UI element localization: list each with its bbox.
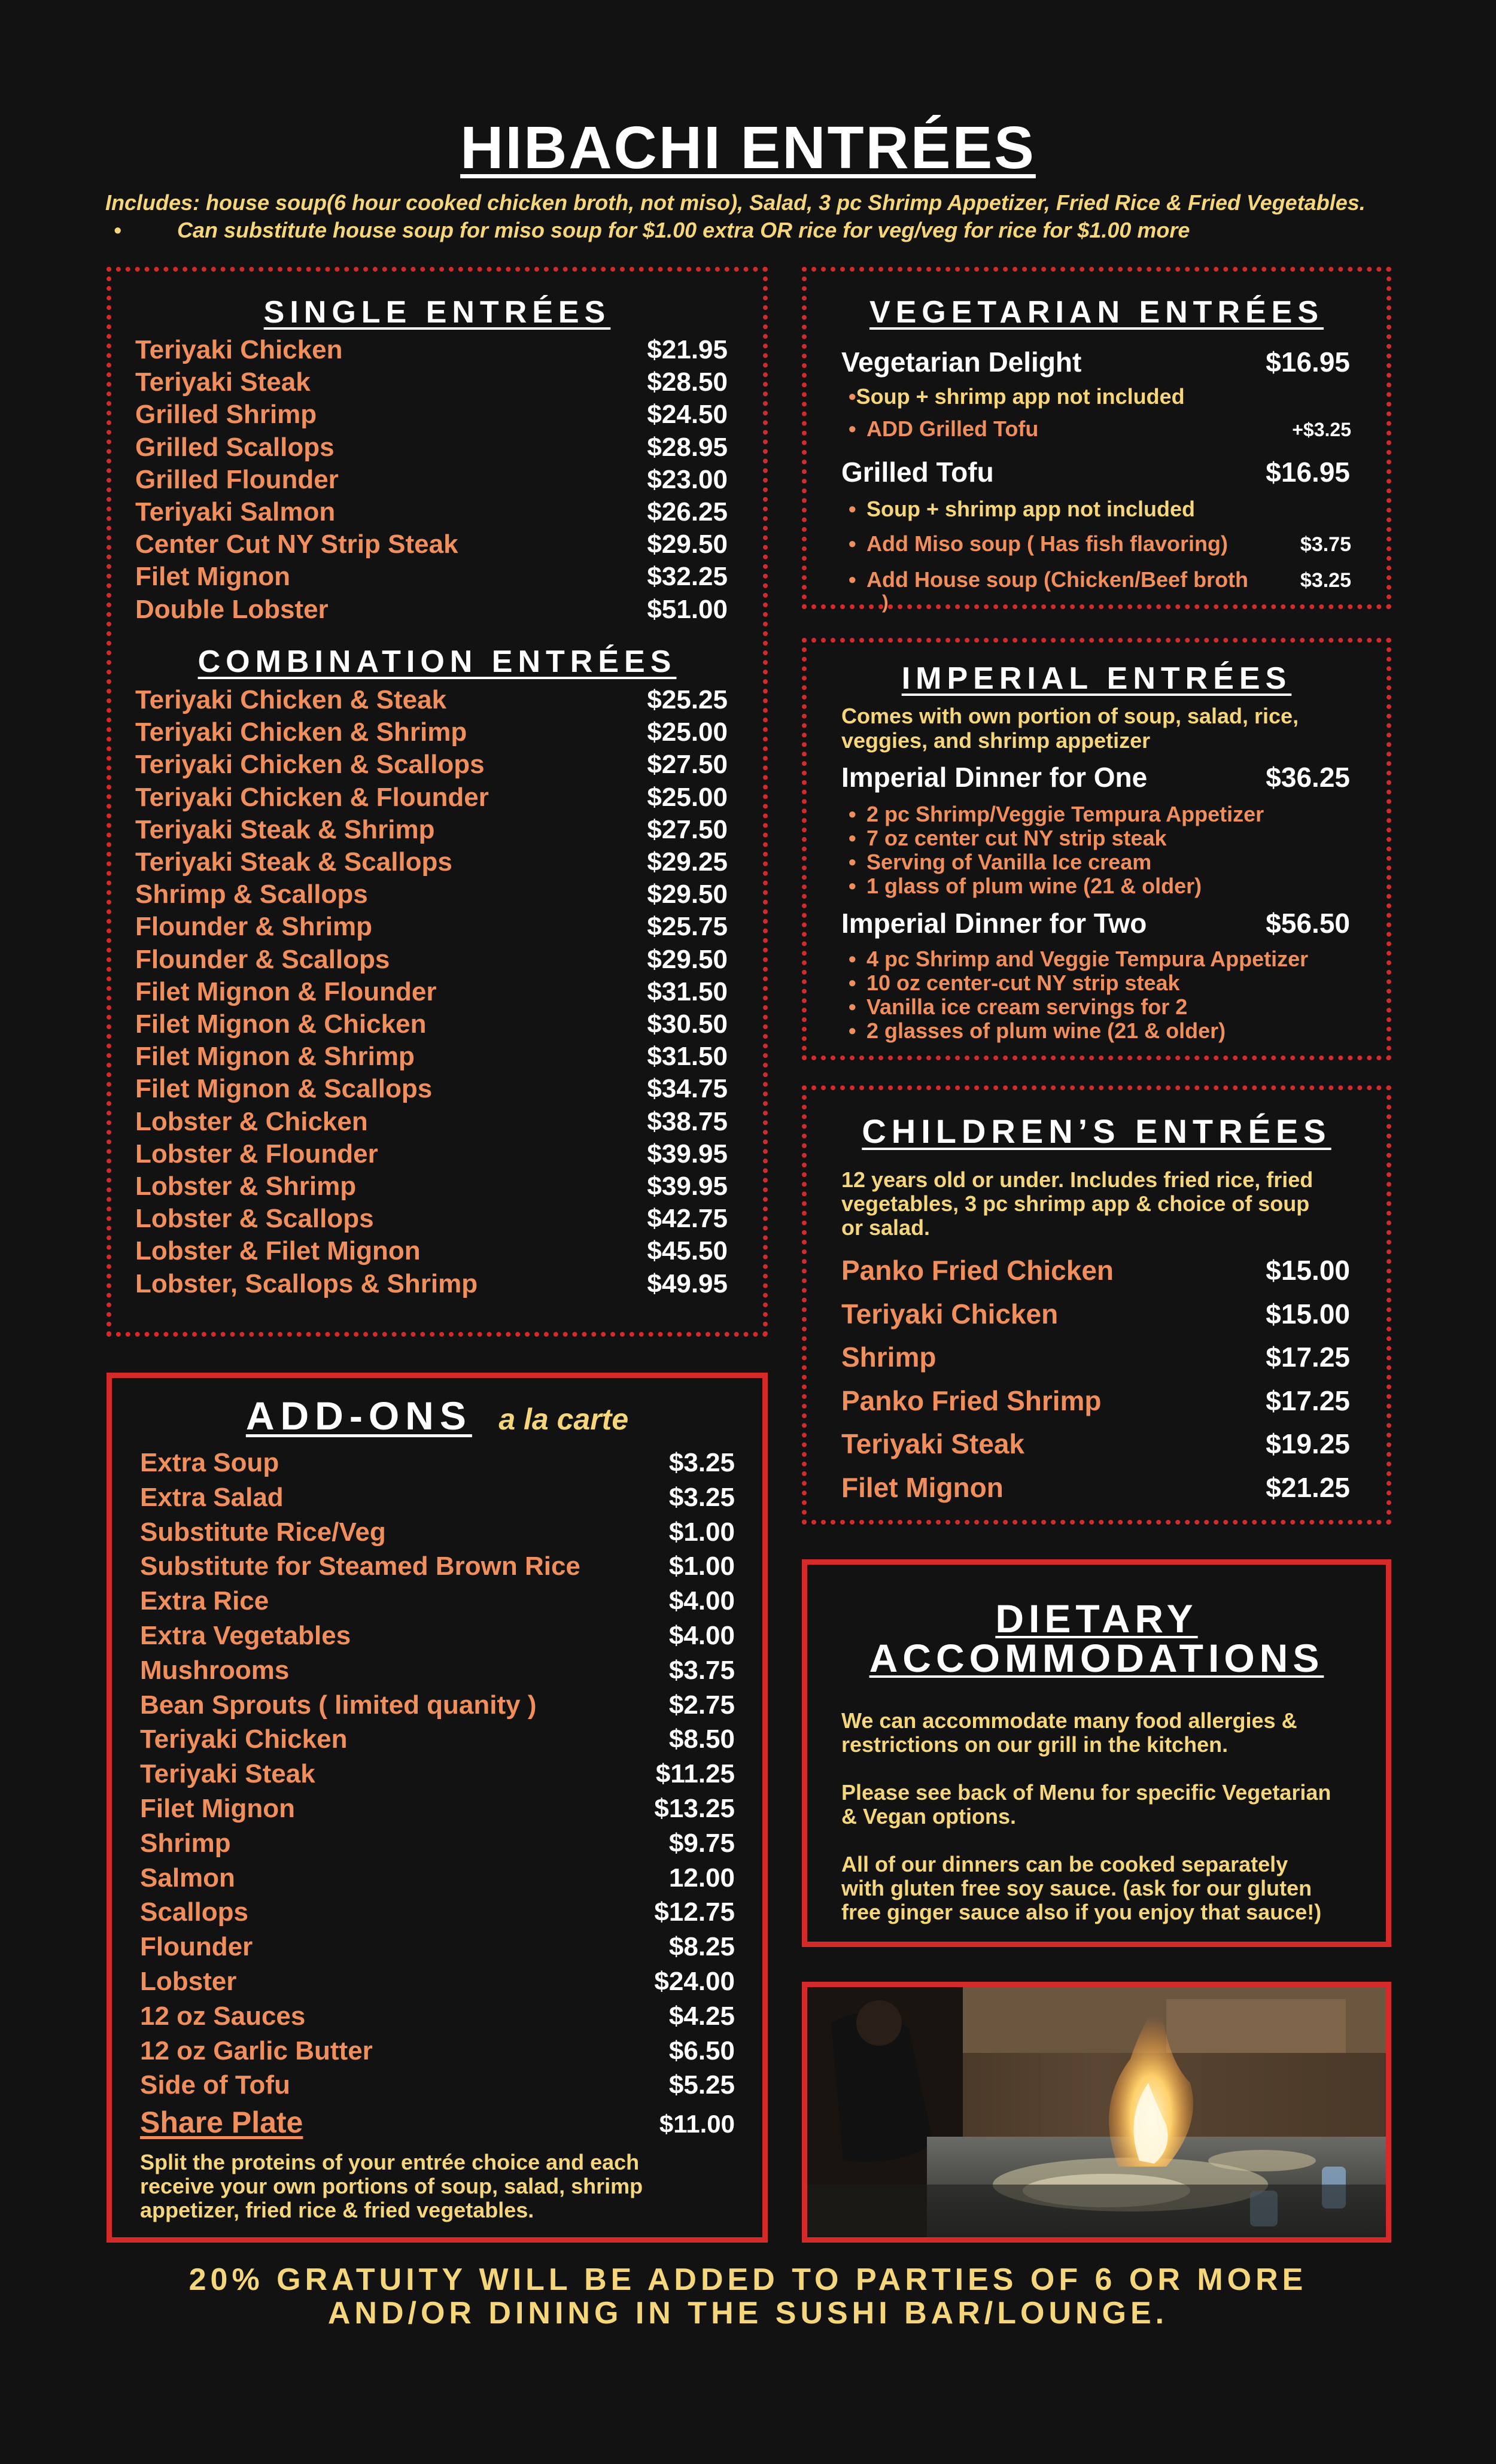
item-price: $21.95 [647,335,728,364]
note-text: Add House soup (Chicken/Beef broth [866,567,1249,592]
single-entrees-heading: SINGLE ENTRÉES [263,295,611,330]
item-name: Teriyaki Steak & Shrimp [135,814,435,844]
menu-item-row [135,685,728,715]
item-price: $4.25 [668,2001,735,2031]
item-name: Flounder & Scallops [135,944,390,974]
menu-item-row [140,1690,735,1720]
bullet: • [849,802,856,826]
item-name: Teriyaki Chicken [841,1298,1059,1330]
item-name: Teriyaki Chicken & Flounder [135,782,489,812]
menu-item-row [135,1269,728,1299]
menu-item-row [135,562,728,592]
bullet: • [849,971,856,995]
share-plate-label: Share Plate [140,2106,303,2139]
item-price: $6.50 [668,2036,735,2065]
menu-item-row [140,1932,735,1962]
item-name: Imperial Dinner for One [841,762,1148,793]
item-name: Lobster & Filet Mignon [135,1236,421,1266]
item-name: Lobster & Scallops [135,1204,374,1234]
page-title: HIBACHI ENTRÉES [460,114,1036,181]
tofu-note-wrap: ) [882,591,889,613]
menu-item-row [135,1042,728,1072]
item-price: $45.50 [647,1236,728,1266]
menu-item-row [135,750,728,780]
item-price: $31.50 [647,1042,728,1072]
item-name: Flounder & Shrimp [135,912,372,942]
item-name: Lobster & Chicken [135,1106,368,1136]
imperial-two-row [841,907,1350,939]
item-price: $1.00 [668,1517,735,1547]
menu-item-row [140,2070,735,2100]
menu-item-row [140,1656,735,1686]
menu-item-row [140,1483,735,1513]
item-name: Extra Rice [140,1586,269,1616]
item-name: Lobster, Scallops & Shrimp [135,1268,478,1298]
hibachi-grill-illustration [807,1987,1386,2237]
item-name: Extra Vegetables [140,1621,351,1650]
item-name: Teriyaki Chicken & Shrimp [135,717,467,747]
menu-item-row [135,1204,728,1234]
item-price: $26.25 [647,497,728,527]
menu-item-row [135,335,728,365]
item-name: Teriyaki Steak [140,1759,315,1789]
item-price: $8.25 [668,1932,735,1962]
menu-item-row [135,945,728,975]
menu-item-row [140,1829,735,1858]
children-entrees-heading: CHILDREN’S ENTRÉES [862,1112,1331,1150]
item-price: $11.25 [655,1759,735,1789]
item-price: $3.75 [668,1655,735,1685]
bullet-item: • Serving of Vanilla Ice cream [849,850,1152,874]
item-price: $5.25 [668,2070,735,2100]
gratuity-notice: 20% GRATUITY WILL BE ADDED TO PARTIES OF 6 OR MORE AND/OR DINING IN THE SUSHI BAR/LOUNGE. [188,2262,1308,2331]
menu-item-row [140,1759,735,1789]
bullet: • [849,994,856,1019]
share-plate-description: Split the proteins of your entrée choice and each receive your own portions of soup, salad, shrimp appetizer, fried rice & fried vegetables. [140,2150,643,2222]
bullet-item: • 2 pc Shrimp/Veggie Tempura Appetizer [849,802,1264,826]
menu-item-row [140,1794,735,1824]
item-name: Side of Tofu [140,2070,290,2100]
substitute-note [114,218,1190,243]
item-name: Teriyaki Chicken [135,335,343,364]
menu-item-row [135,1074,728,1104]
item-name: Teriyaki Chicken & Scallops [135,750,485,780]
item-name: Grilled Shrimp [135,400,317,430]
menu-item-row [140,1586,735,1616]
menu-item-row [841,1428,1350,1460]
item-name: Teriyaki Steak & Scallops [135,847,452,877]
menu-item-row [135,497,728,527]
item-name: Substitute for Steamed Brown Rice [140,1552,580,1581]
item-name: Mushrooms [140,1655,290,1685]
item-price: $29.25 [647,847,728,877]
item-price: $9.75 [668,1828,735,1858]
item-name: Teriyaki Steak [841,1428,1025,1459]
menu-item-row [140,1967,735,1997]
includes-note: Includes: house soup(6 hour cooked chicken broth, not miso), Salad, 3 pc Shrimp Appetizer, Fried Rice & Fried Vegetables. [105,190,1366,215]
item-price: $17.25 [1266,1385,1350,1416]
item-name: Double Lobster [135,594,329,624]
tofu-note: • Add House soup (Chicken/Beef broth $3.25 [849,567,1351,592]
item-price: $28.95 [647,432,728,462]
menu-item-row [135,783,728,813]
item-price: $2.75 [668,1690,735,1720]
menu-item-row [135,977,728,1007]
item-price: $4.00 [668,1586,735,1616]
item-name: Flounder [140,1932,253,1962]
menu-item-row [140,2001,735,2031]
menu-item-row [135,880,728,909]
share-plate-price: $11.00 [659,2110,735,2138]
addons-subtitle: a la carte [498,1403,629,1436]
item-name: Teriyaki Chicken & Steak [135,685,447,714]
item-price: $34.75 [647,1074,728,1104]
item-price: $19.25 [1266,1428,1350,1459]
item-price: $15.00 [1266,1298,1350,1330]
menu-item-row [135,465,728,495]
bullet-item: • 1 glass of plum wine (21 & older) [849,874,1202,898]
tofu-note: • Soup + shrimp app not included [849,497,1196,521]
item-price: $36.25 [1266,762,1350,793]
vegetarian-delight-row [841,346,1350,378]
item-name: Shrimp & Scallops [135,880,368,909]
menu-item-row [135,847,728,877]
menu-item-row [135,1009,728,1039]
menu-item-row [140,1897,735,1927]
bullet-item: • Vanilla ice cream servings for 2 [849,994,1188,1019]
item-name: Bean Sprouts ( limited quanity ) [140,1690,537,1720]
bullet-item: • 4 pc Shrimp and Veggie Tempura Appetizer [849,947,1309,971]
item-price: $27.50 [647,814,728,844]
item-name: Teriyaki Steak [135,367,311,397]
item-name: Filet Mignon & Chicken [135,1009,427,1039]
tofu-note: • Add Miso soup ( Has fish flavoring) $3.75 [849,531,1351,556]
item-name: 12 oz Sauces [140,2001,306,2031]
menu-item-row [135,912,728,942]
item-price: $13.25 [654,1794,735,1823]
item-price: 12.00 [668,1863,735,1893]
item-name: Lobster & Flounder [135,1139,378,1169]
item-price: $29.50 [647,944,728,974]
bullet: • [849,874,856,898]
item-name: Scallops [140,1897,248,1927]
item-price: $3.25 [668,1482,735,1512]
item-price: $39.95 [647,1172,728,1201]
share-plate-row [140,2105,735,2140]
dietary-text: We can accommodate many food allergies & restrictions on our grill in the kitchen. Please see back of Menu for specific Vegetarian & Vegan options. All of our dinners can be cooked separately with gluten free soy sauce. (ask for our gluten free ginger sauce also if you enjoy that sauce!) [841,1708,1331,1924]
item-price: $24.00 [654,1967,735,1996]
item-price: $29.50 [647,530,728,559]
item-price: $27.50 [647,750,728,780]
item-price: $16.95 [1266,457,1350,488]
item-price: $25.00 [647,782,728,812]
imperial-entrees-heading: IMPERIAL ENTRÉES [901,661,1292,696]
grilled-tofu-row [841,456,1350,488]
bullet: • [849,1018,856,1043]
menu-item-row [140,1448,735,1478]
menu-item-row [135,595,728,625]
item-name: Salmon [140,1863,235,1893]
vegetarian-entrees-heading: VEGETARIAN ENTRÉES [869,295,1324,330]
item-price: $28.50 [647,367,728,397]
menu-item-row [841,1385,1350,1417]
menu-item-row [135,400,728,430]
item-price: $39.95 [647,1139,728,1169]
item-price: $21.25 [1266,1471,1350,1503]
item-name: Grilled Flounder [135,464,339,494]
item-name: Lobster & Shrimp [135,1172,357,1201]
item-name: Substitute Rice/Veg [140,1517,386,1547]
children-description: 12 years old or under. Includes fried rice, fried vegetables, 3 pc shrimp app & choice of soup or salad. [841,1167,1313,1240]
menu-item-row [135,367,728,397]
menu-item-row [135,1236,728,1266]
imperial-description: Comes with own portion of soup, salad, rice, veggies, and shrimp appetizer [841,704,1299,753]
item-name: Filet Mignon & Scallops [135,1074,433,1104]
note-text: ADD Grilled Tofu [866,416,1039,441]
bullet: • [849,947,856,971]
item-price: $31.50 [647,977,728,1006]
item-price: $30.50 [647,1009,728,1039]
item-name: Extra Salad [140,1482,284,1512]
item-name: Filet Mignon [140,1794,296,1823]
imperial-one-row [841,761,1350,793]
item-price: $29.50 [647,880,728,909]
addons-heading: ADD-ONS [245,1394,472,1438]
item-name: Center Cut NY Strip Steak [135,530,458,559]
bullet: • [114,218,121,242]
note-text: Add Miso soup ( Has fish flavoring) [866,531,1229,556]
item-price: $42.75 [647,1204,728,1234]
menu-item-row [135,1107,728,1137]
bullet: • [849,826,856,850]
menu-item-row [140,2036,735,2066]
item-name: Teriyaki Chicken [140,1724,348,1754]
item-price: $51.00 [647,594,728,624]
item-name: Shrimp [140,1828,231,1858]
bullet-item: • 10 oz center-cut NY strip steak [849,971,1180,995]
item-price: $32.25 [647,562,728,592]
menu-item-row [135,530,728,559]
vegetarian-note: •Soup + shrimp app not included [849,384,1185,409]
menu-item-row [135,433,728,463]
menu-item-row [841,1341,1350,1373]
menu-item-row [135,1139,728,1169]
item-name: Grilled Scallops [135,432,335,462]
menu-item-row [140,1863,735,1893]
item-price: $15.00 [1266,1255,1350,1286]
item-price: $25.00 [647,717,728,747]
menu-item-row [841,1298,1350,1330]
item-name: 12 oz Garlic Butter [140,2036,373,2065]
item-price: $25.75 [647,912,728,942]
item-price: $8.50 [668,1724,735,1754]
substitute-note-text: Can substitute house soup for miso soup for $1.00 extra OR rice for veg/veg for rice for $1.00 more [177,218,1190,242]
item-name: Vegetarian Delight [841,346,1082,378]
menu-item-row [135,815,728,845]
item-price: $23.00 [647,464,728,494]
bullet-item: • 2 glasses of plum wine (21 & older) [849,1018,1226,1043]
item-price: $49.95 [647,1268,728,1298]
item-name: Teriyaki Salmon [135,497,336,527]
item-price: $4.00 [668,1621,735,1650]
item-price: $3.25 [668,1448,735,1477]
item-price: $56.50 [1266,908,1350,939]
item-name: Imperial Dinner for Two [841,908,1147,939]
menu-item-row [135,1172,728,1201]
item-price: $1.00 [668,1552,735,1581]
menu-item-row [135,717,728,747]
dietary-heading: DIETARY ACCOMMODATIONS [869,1596,1324,1680]
item-name: Filet Mignon & Flounder [135,977,437,1006]
item-price: $12.75 [654,1897,735,1927]
menu-item-row [140,1724,735,1754]
item-name: Grilled Tofu [841,457,994,488]
item-name: Filet Mignon [841,1471,1004,1503]
item-name: Lobster [140,1967,237,1996]
menu-item-row [140,1517,735,1547]
combination-entrees-heading: COMBINATION ENTRÉES [197,644,677,679]
menu-item-row [140,1552,735,1581]
item-price: $24.50 [647,400,728,430]
menu-item-row [841,1254,1350,1286]
item-name: Panko Fried Shrimp [841,1385,1102,1416]
item-price: $25.25 [647,685,728,714]
item-name: Panko Fried Chicken [841,1255,1114,1286]
bullet-item: • 7 oz center cut NY strip steak [849,826,1167,850]
item-price: $38.75 [647,1106,728,1136]
item-price: $17.25 [1266,1341,1350,1373]
note-text: Soup + shrimp app not included [856,384,1185,409]
hibachi-photo [802,1982,1391,2243]
note-text: Soup + shrimp app not included [866,497,1196,521]
menu-item-row [140,1621,735,1651]
item-price: $16.95 [1266,346,1350,378]
addons-heading-row [107,1393,768,1438]
menu-item-row [841,1471,1350,1504]
bullet: • [849,850,856,874]
item-name: Filet Mignon [135,562,291,592]
item-name: Filet Mignon & Shrimp [135,1042,415,1072]
vegetarian-note: • ADD Grilled Tofu +$3.25 [849,416,1351,441]
item-name: Extra Soup [140,1448,279,1477]
item-name: Shrimp [841,1341,936,1373]
